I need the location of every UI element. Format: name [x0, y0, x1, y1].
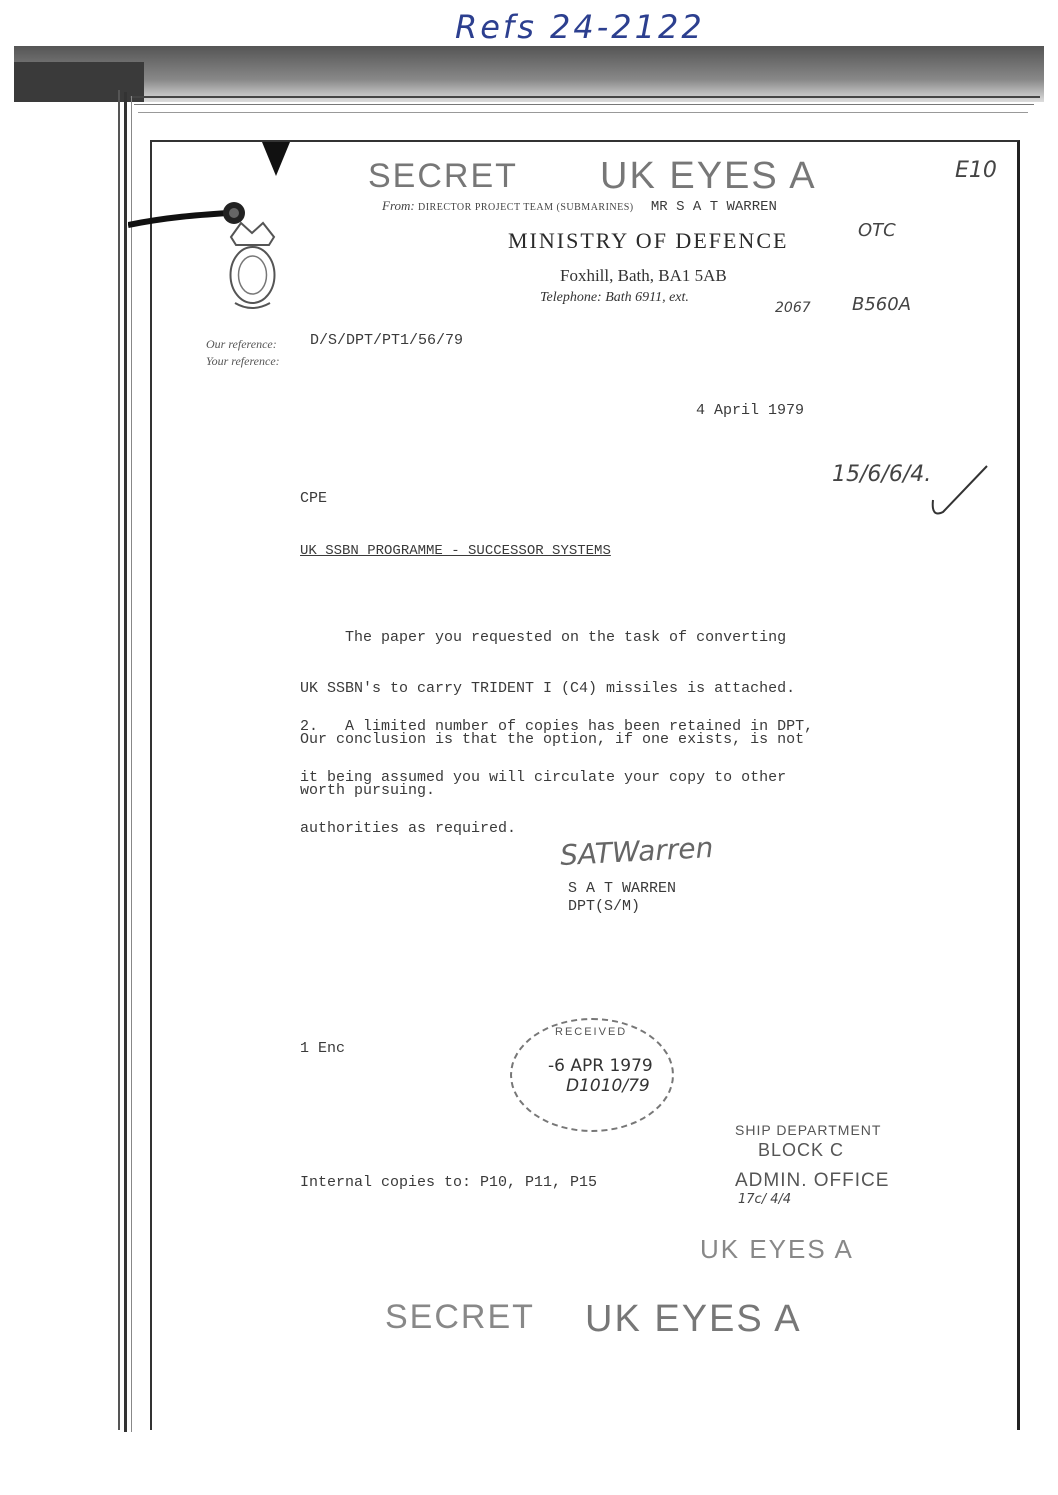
- addressee: CPE: [300, 490, 328, 507]
- from-line: [382, 198, 777, 215]
- ministry-heading: MINISTRY OF DEFENCE: [508, 228, 789, 253]
- date-stamp-ref: D1010/79: [566, 1076, 650, 1096]
- telephone-label: Telephone: Bath 6911, ext.: [540, 290, 689, 305]
- from-name: MR S A T WARREN: [650, 199, 777, 215]
- date-stamp-date: -6 APR 1979: [548, 1056, 653, 1076]
- page-edge-line: [130, 96, 1040, 98]
- internal-copies-line: Internal copies to: P10, P11, P15: [300, 1174, 598, 1191]
- binder-line: [118, 90, 120, 1430]
- enclosure-note: 1 Enc: [300, 1040, 346, 1057]
- photocopy-edge-band: [14, 46, 1044, 102]
- classification-secret-top: SECRET: [368, 157, 518, 195]
- department-stamp-line: BLOCK C: [758, 1140, 845, 1160]
- paragraph-2-line: 2. A limited number of copies has been retained in DPT,: [300, 718, 814, 735]
- page-edge-line: [138, 112, 1028, 113]
- file-number: E10: [955, 158, 997, 183]
- department-stamp-line: ADMIN. OFFICE: [735, 1170, 890, 1191]
- your-reference-label: Your reference:: [206, 354, 280, 368]
- department-stamp-handwritten: 17c/ 4/4: [738, 1192, 792, 1207]
- classification-faded-fragment: UK EYES A: [700, 1234, 854, 1264]
- handwritten-tick-mark: [925, 462, 995, 522]
- binder-line: [131, 96, 132, 1432]
- signatory-name: S A T WARREN: [568, 880, 677, 897]
- page-edge-line: [134, 104, 1034, 105]
- paragraph-1-line: worth pursuing.: [300, 782, 436, 799]
- classification-secret-bottom: SECRET: [385, 1298, 535, 1336]
- classification-eyes-top: UK EYES A: [600, 155, 817, 197]
- corner-marker: [262, 142, 290, 176]
- our-reference: D/S/DPT/PT1/56/79: [310, 332, 464, 349]
- royal-crest-icon: [215, 215, 290, 315]
- from-department: DIRECTOR PROJECT TEAM (SUBMARINES): [418, 202, 634, 213]
- paragraph-2-line: authorities as required.: [300, 820, 517, 837]
- from-label: From:: [382, 198, 415, 213]
- paragraph-1-line: Our conclusion is that the option, if one exists, is not: [300, 731, 805, 748]
- department-stamp-line: SHIP DEPARTMENT: [735, 1122, 882, 1138]
- handwritten-ref-note: B560A: [852, 294, 912, 315]
- subject-line: UK SSBN PROGRAMME - SUCCESSOR SYSTEMS: [300, 543, 611, 559]
- our-reference-label: Our reference:: [206, 337, 277, 351]
- date-stamp-top: RECEIVED: [555, 1026, 628, 1038]
- telephone-extension: 2067: [775, 300, 811, 316]
- binder-line: [124, 92, 127, 1432]
- handwritten-reference: Refs 24-2122: [455, 8, 705, 46]
- paragraph-2-line: it being assumed you will circulate your copy to other: [300, 769, 787, 786]
- letter-date: 4 April 1979: [696, 402, 805, 419]
- signature: SATWarren: [559, 831, 715, 872]
- signatory-department: DPT(S/M): [568, 898, 641, 915]
- ministry-address: Foxhill, Bath, BA1 5AB: [560, 266, 727, 285]
- handwritten-otc: OTC: [858, 220, 896, 241]
- paragraph-2: [300, 684, 813, 854]
- handwritten-date-note: 15/6/6/4.: [832, 462, 932, 487]
- paragraph-1-line: UK SSBN's to carry TRIDENT I (C4) missiles is attached.: [300, 680, 796, 697]
- paragraph-1-line: The paper you requested on the task of converting: [300, 629, 787, 646]
- classification-eyes-bottom: UK EYES A: [585, 1298, 802, 1340]
